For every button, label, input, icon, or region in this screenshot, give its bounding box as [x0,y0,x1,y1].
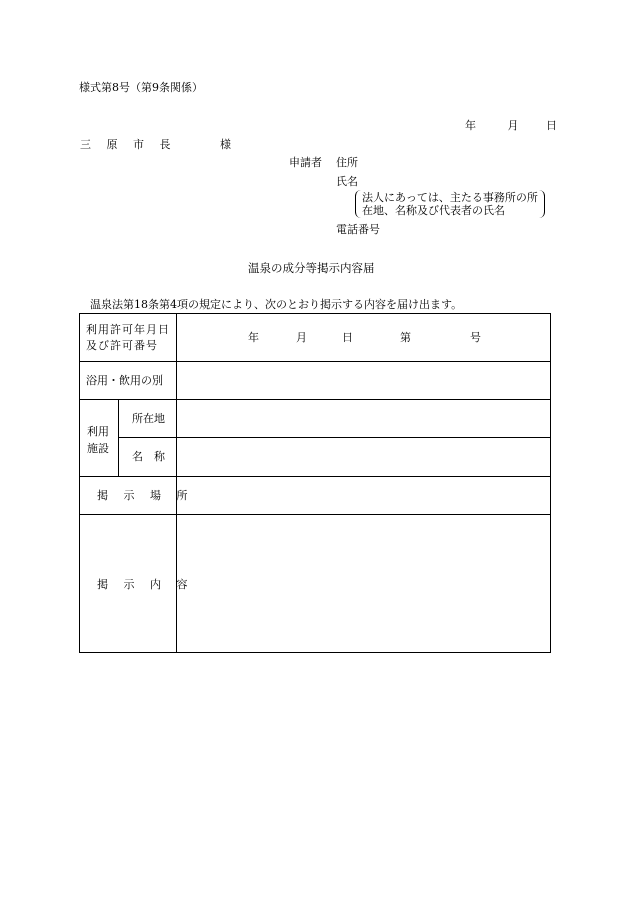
permit-label-line1: 利用許可年月日 [86,323,170,336]
location-label: 所在地 [132,412,165,425]
statement: 温泉法第18条第4項の規定により、次のとおり掲示する内容を届け出ます。 [90,298,463,311]
permit-go-unit: 号 [470,331,481,344]
form-number: 様式第8号（第9条関係） [79,81,203,94]
bath-drink-label: 浴用・飲用の別 [86,374,163,387]
corporation-note-line1: 法人にあっては、主たる事務所の所 [362,191,538,204]
date-line [462,120,557,131]
date-day-unit: 日 [546,119,557,132]
row-divider [80,399,550,400]
facility-label [87,423,109,457]
permit-label-line2: 及び許可番号 [86,339,158,352]
posting-content-label: 掲 示 内 容 [97,578,194,591]
row-divider [80,476,550,477]
phone-label: 電話番号 [336,223,380,236]
permit-year-unit: 年 [248,331,259,344]
permit-dai-unit: 第 [400,331,411,344]
posting-place-label: 掲 示 場 所 [97,489,194,502]
name-label: 氏名 [336,175,358,188]
addressee-honorific: 様 [220,138,231,151]
row-divider [80,514,550,515]
facility-subdivider [118,399,119,476]
facility-label-line1: 利用 [87,425,109,438]
row-divider [80,361,550,362]
permit-label [86,322,170,354]
permit-month-unit: 月 [296,331,307,344]
addressee [80,139,231,150]
row-divider [118,437,550,438]
date-month-unit: 月 [507,119,519,132]
addressee-name: 三 原 市 長 [80,138,177,151]
column-divider [176,314,177,652]
applicant-label: 申請者 [289,156,322,169]
permit-day-unit: 日 [342,331,353,344]
facility-label-line2: 施設 [87,442,109,455]
facility-name-label: 名 称 [132,450,165,463]
form-table [79,313,551,653]
date-year-unit: 年 [465,119,476,132]
document-title: 温泉の成分等掲示内容届 [248,261,375,275]
corporation-note [355,190,545,218]
address-label: 住所 [336,156,358,169]
corporation-note-line2: 在地、名称及び代表者の氏名 [362,204,505,217]
